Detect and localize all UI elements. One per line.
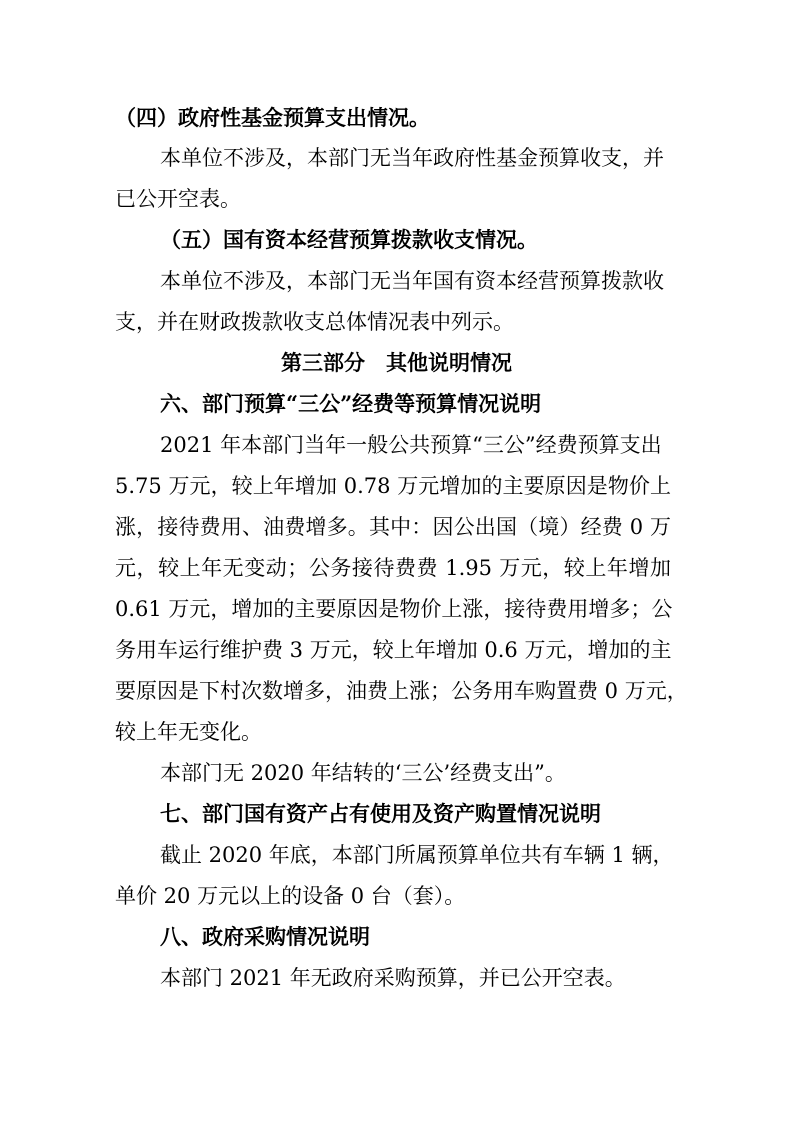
paragraph-line: 2021 年本部门当年一般公共预算“三公”经费预算支出 [160, 433, 662, 457]
part-title: 第三部分 其他说明情况 [281, 350, 512, 375]
paragraph-line: 截止 2020 年底，本部门所属预算单位共有车辆 1 辆， [160, 843, 674, 867]
section-heading-4: （四）政府性基金预算支出情况。 [115, 105, 430, 130]
paragraph-line: 0.61 万元，增加的主要原因是物价上涨，接待费用增多；公 [115, 597, 673, 621]
paragraph-line: 较上年无变化。 [115, 720, 262, 744]
section-heading-6: 六、部门预算“三公”经费等预算情况说明 [160, 391, 542, 416]
section-heading-7: 七、部门国有资产占有使用及资产购置情况说明 [160, 801, 601, 826]
paragraph-line: 本部门 2021 年无政府采购预算，并已公开空表。 [160, 966, 626, 990]
section-heading-8: 八、政府采购情况说明 [160, 924, 370, 949]
paragraph-line: 本单位不涉及，本部门无当年政府性基金预算收支，并 [160, 146, 664, 170]
paragraph-line: 已公开空表。 [115, 187, 241, 211]
paragraph-line: 5.75 万元，较上年增加 0.78 万元增加的主要原因是物价上 [115, 474, 671, 498]
paragraph-line: 本单位不涉及，本部门无当年国有资本经营预算拨款收 [160, 269, 664, 293]
section-heading-5: （五）国有资本经营预算拨款收支情况。 [160, 227, 538, 252]
paragraph-line: 务用车运行维护费 3 万元，较上年增加 0.6 万元，增加的主 [115, 638, 672, 662]
paragraph-line: 本部门无 2020 年结转的‘三公’经费支出”。 [160, 761, 566, 785]
paragraph-line: 单价 20 万元以上的设备 0 台（套）。 [115, 884, 466, 908]
paragraph-line: 要原因是下村次数增多，油费上涨；公务用车购置费 0 万元， [115, 679, 688, 703]
paragraph-line: 涨，接待费用、油费增多。其中：因公出国（境）经费 0 万 [115, 515, 671, 539]
paragraph-line: 元，较上年无变动；公务接待费费 1.95 万元，较上年增加 [115, 556, 671, 580]
paragraph-line: 支，并在财政拨款收支总体情况表中列示。 [115, 310, 514, 334]
